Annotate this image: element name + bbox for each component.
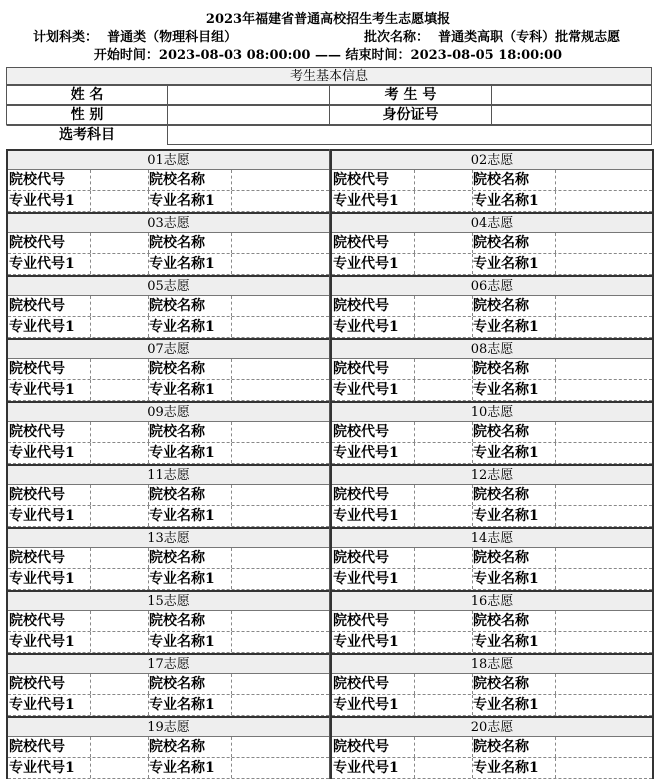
choice-block bbox=[6, 212, 330, 275]
choice-pair bbox=[6, 590, 654, 653]
major-code-label: 专业代号1 bbox=[9, 382, 75, 398]
student-info-table bbox=[6, 67, 652, 145]
major-name-label: 专业名称1 bbox=[149, 634, 215, 650]
major-row bbox=[8, 695, 329, 716]
school-name-label: 院校名称 bbox=[473, 739, 529, 755]
choice-pair bbox=[6, 527, 654, 590]
form-header bbox=[0, 0, 656, 66]
school-code-field[interactable] bbox=[414, 359, 415, 379]
school-name-label: 院校名称 bbox=[149, 361, 205, 377]
choice-title: 03志愿 bbox=[8, 212, 329, 233]
choice-block bbox=[330, 338, 654, 401]
school-code-label: 院校代号 bbox=[333, 613, 389, 629]
choice-title: 19志愿 bbox=[8, 716, 329, 737]
major-row bbox=[8, 443, 329, 464]
school-name-label: 院校名称 bbox=[473, 676, 529, 692]
choice-block bbox=[330, 590, 654, 653]
major-code-label: 专业代号1 bbox=[9, 445, 75, 461]
major-code-field[interactable] bbox=[90, 506, 91, 526]
batch-value: 普通类高职（专科）批常规志愿 bbox=[438, 30, 621, 45]
school-row bbox=[8, 359, 329, 380]
major-code-label: 专业代号1 bbox=[333, 634, 399, 650]
major-code-field[interactable] bbox=[414, 443, 415, 463]
school-name-field[interactable] bbox=[231, 233, 232, 253]
plan-info bbox=[33, 30, 237, 46]
major-name-label: 专业名称1 bbox=[473, 571, 539, 587]
major-name-label: 专业名称1 bbox=[473, 256, 539, 272]
school-row bbox=[332, 674, 652, 695]
school-name-field[interactable] bbox=[231, 170, 232, 190]
choice-block bbox=[6, 401, 330, 464]
school-code-field[interactable] bbox=[90, 674, 91, 694]
major-name-label: 专业名称1 bbox=[149, 319, 215, 335]
choice-title: 17志愿 bbox=[8, 653, 329, 674]
school-row bbox=[332, 422, 652, 443]
school-name-label: 院校名称 bbox=[149, 424, 205, 440]
school-name-label: 院校名称 bbox=[149, 739, 205, 755]
major-name-field[interactable] bbox=[555, 254, 556, 274]
school-row bbox=[332, 296, 652, 317]
school-code-field[interactable] bbox=[414, 611, 415, 631]
major-name-label: 专业名称1 bbox=[473, 382, 539, 398]
choice-block bbox=[330, 653, 654, 716]
school-row bbox=[332, 359, 652, 380]
school-code-field[interactable] bbox=[90, 233, 91, 253]
major-name-field[interactable] bbox=[231, 758, 232, 778]
school-code-field[interactable] bbox=[90, 359, 91, 379]
school-name-field[interactable] bbox=[555, 422, 556, 442]
major-name-label: 专业名称1 bbox=[149, 697, 215, 713]
major-row bbox=[332, 506, 652, 527]
school-code-label: 院校代号 bbox=[9, 550, 65, 566]
school-row bbox=[8, 548, 329, 569]
school-code-label: 院校代号 bbox=[9, 361, 65, 377]
school-name-label: 院校名称 bbox=[149, 235, 205, 251]
choice-title: 08志愿 bbox=[332, 338, 652, 359]
major-row bbox=[332, 191, 652, 212]
school-code-field[interactable] bbox=[414, 170, 415, 190]
choice-grid bbox=[6, 149, 654, 779]
major-name-label: 专业名称1 bbox=[149, 508, 215, 524]
start-label: 开始时间： bbox=[93, 48, 159, 63]
school-row bbox=[8, 233, 329, 254]
major-name-field[interactable] bbox=[555, 569, 556, 589]
major-name-field[interactable] bbox=[231, 695, 232, 715]
major-code-field[interactable] bbox=[90, 632, 91, 652]
batch-label: 批次名称： bbox=[364, 30, 430, 45]
major-row bbox=[332, 569, 652, 590]
school-code-label: 院校代号 bbox=[333, 487, 389, 503]
school-row bbox=[332, 170, 652, 191]
gender-field[interactable] bbox=[167, 105, 330, 125]
school-code-label: 院校代号 bbox=[9, 676, 65, 692]
choice-block bbox=[6, 590, 330, 653]
major-name-label: 专业名称1 bbox=[473, 319, 539, 335]
gender-label: 性 别 bbox=[6, 105, 168, 125]
school-code-label: 院校代号 bbox=[9, 424, 65, 440]
student-info-title: 考生基本信息 bbox=[6, 67, 652, 85]
school-code-label: 院校代号 bbox=[9, 172, 65, 188]
school-name-label: 院校名称 bbox=[149, 172, 205, 188]
school-name-field[interactable] bbox=[231, 611, 232, 631]
plan-label: 计划科类： bbox=[33, 30, 99, 45]
choice-title: 13志愿 bbox=[8, 527, 329, 548]
end-label: 结束时间： bbox=[345, 48, 411, 63]
major-row bbox=[332, 758, 652, 779]
major-name-field[interactable] bbox=[231, 569, 232, 589]
choice-block bbox=[330, 464, 654, 527]
school-name-field[interactable] bbox=[555, 674, 556, 694]
exam-no-field[interactable] bbox=[491, 85, 652, 105]
major-row bbox=[8, 317, 329, 338]
major-code-field[interactable] bbox=[90, 254, 91, 274]
form-title: 2023年福建省普通高校招生考生志愿填报 bbox=[205, 12, 451, 27]
school-code-field[interactable] bbox=[90, 737, 91, 757]
major-code-field[interactable] bbox=[414, 191, 415, 211]
major-name-field[interactable] bbox=[231, 506, 232, 526]
major-name-label: 专业名称1 bbox=[149, 382, 215, 398]
choice-title: 09志愿 bbox=[8, 401, 329, 422]
choice-title: 06志愿 bbox=[332, 275, 652, 296]
choice-block bbox=[330, 275, 654, 338]
choice-title: 01志愿 bbox=[8, 149, 329, 170]
major-name-field[interactable] bbox=[555, 443, 556, 463]
major-name-field[interactable] bbox=[231, 191, 232, 211]
choice-title: 14志愿 bbox=[332, 527, 652, 548]
school-row bbox=[8, 737, 329, 758]
school-code-field[interactable] bbox=[90, 296, 91, 316]
end-value: 2023-08-05 18:00:00 bbox=[410, 48, 563, 63]
choice-block bbox=[330, 527, 654, 590]
major-row bbox=[8, 506, 329, 527]
major-code-field[interactable] bbox=[90, 191, 91, 211]
school-name-label: 院校名称 bbox=[473, 298, 529, 314]
school-name-label: 院校名称 bbox=[149, 613, 205, 629]
school-name-label: 院校名称 bbox=[473, 487, 529, 503]
school-name-label: 院校名称 bbox=[473, 550, 529, 566]
major-code-field[interactable] bbox=[414, 632, 415, 652]
batch-info bbox=[364, 30, 620, 46]
major-row bbox=[332, 443, 652, 464]
major-name-label: 专业名称1 bbox=[473, 193, 539, 209]
major-code-field[interactable] bbox=[90, 758, 91, 778]
major-code-field[interactable] bbox=[90, 317, 91, 337]
school-name-field[interactable] bbox=[231, 737, 232, 757]
school-name-label: 院校名称 bbox=[473, 613, 529, 629]
major-code-label: 专业代号1 bbox=[9, 193, 75, 209]
school-code-label: 院校代号 bbox=[333, 361, 389, 377]
school-code-label: 院校代号 bbox=[333, 172, 389, 188]
name-field[interactable] bbox=[167, 85, 330, 105]
choice-block bbox=[6, 149, 330, 212]
major-code-field[interactable] bbox=[414, 695, 415, 715]
major-name-field[interactable] bbox=[231, 254, 232, 274]
time-line bbox=[0, 48, 656, 64]
major-name-field[interactable] bbox=[231, 380, 232, 400]
school-code-field[interactable] bbox=[414, 296, 415, 316]
school-name-field[interactable] bbox=[555, 170, 556, 190]
choice-pair bbox=[6, 212, 654, 275]
major-code-label: 专业代号1 bbox=[333, 760, 399, 776]
choice-pair bbox=[6, 653, 654, 716]
major-code-label: 专业代号1 bbox=[9, 508, 75, 524]
school-row bbox=[332, 548, 652, 569]
school-row bbox=[8, 170, 329, 191]
school-name-label: 院校名称 bbox=[149, 550, 205, 566]
major-code-label: 专业代号1 bbox=[333, 382, 399, 398]
major-code-field[interactable] bbox=[414, 569, 415, 589]
choice-block bbox=[6, 464, 330, 527]
major-name-label: 专业名称1 bbox=[149, 571, 215, 587]
school-name-label: 院校名称 bbox=[473, 424, 529, 440]
plan-value: 普通类（物理科目组） bbox=[107, 30, 238, 45]
school-code-label: 院校代号 bbox=[333, 298, 389, 314]
school-code-field[interactable] bbox=[90, 170, 91, 190]
major-name-label: 专业名称1 bbox=[149, 256, 215, 272]
choice-block bbox=[330, 149, 654, 212]
school-name-label: 院校名称 bbox=[473, 361, 529, 377]
school-code-label: 院校代号 bbox=[9, 613, 65, 629]
choice-title: 12志愿 bbox=[332, 464, 652, 485]
major-row bbox=[8, 569, 329, 590]
choice-pair bbox=[6, 401, 654, 464]
major-row bbox=[332, 695, 652, 716]
major-code-label: 专业代号1 bbox=[333, 445, 399, 461]
school-code-field[interactable] bbox=[414, 422, 415, 442]
major-code-field[interactable] bbox=[90, 569, 91, 589]
major-row bbox=[332, 632, 652, 653]
school-code-field[interactable] bbox=[414, 485, 415, 505]
school-name-field[interactable] bbox=[231, 296, 232, 316]
choice-title: 16志愿 bbox=[332, 590, 652, 611]
major-name-label: 专业名称1 bbox=[149, 193, 215, 209]
plan-batch-line bbox=[0, 30, 656, 46]
school-code-label: 院校代号 bbox=[9, 298, 65, 314]
major-code-label: 专业代号1 bbox=[9, 256, 75, 272]
choice-title: 04志愿 bbox=[332, 212, 652, 233]
school-code-field[interactable] bbox=[90, 548, 91, 568]
major-code-label: 专业代号1 bbox=[9, 760, 75, 776]
choice-pair bbox=[6, 338, 654, 401]
school-code-label: 院校代号 bbox=[333, 550, 389, 566]
name-label: 姓 名 bbox=[6, 85, 168, 105]
school-code-label: 院校代号 bbox=[9, 235, 65, 251]
major-row bbox=[332, 254, 652, 275]
school-name-field[interactable] bbox=[231, 485, 232, 505]
major-row bbox=[332, 317, 652, 338]
school-code-label: 院校代号 bbox=[333, 235, 389, 251]
major-row bbox=[8, 380, 329, 401]
major-name-field[interactable] bbox=[555, 380, 556, 400]
school-name-field[interactable] bbox=[231, 422, 232, 442]
school-name-label: 院校名称 bbox=[473, 172, 529, 188]
major-code-label: 专业代号1 bbox=[9, 634, 75, 650]
major-code-field[interactable] bbox=[90, 443, 91, 463]
choice-title: 10志愿 bbox=[332, 401, 652, 422]
major-name-field[interactable] bbox=[231, 317, 232, 337]
major-name-label: 专业名称1 bbox=[473, 445, 539, 461]
major-row bbox=[8, 758, 329, 779]
choice-pair bbox=[6, 149, 654, 212]
major-name-field[interactable] bbox=[555, 191, 556, 211]
school-code-label: 院校代号 bbox=[333, 676, 389, 692]
major-code-field[interactable] bbox=[414, 758, 415, 778]
school-name-field[interactable] bbox=[555, 296, 556, 316]
major-name-field[interactable] bbox=[555, 758, 556, 778]
major-code-field[interactable] bbox=[414, 380, 415, 400]
major-code-label: 专业代号1 bbox=[9, 571, 75, 587]
school-name-label: 院校名称 bbox=[149, 298, 205, 314]
major-row bbox=[8, 191, 329, 212]
school-name-field[interactable] bbox=[555, 233, 556, 253]
school-code-field[interactable] bbox=[90, 611, 91, 631]
school-code-field[interactable] bbox=[414, 548, 415, 568]
school-code-label: 院校代号 bbox=[333, 739, 389, 755]
major-name-field[interactable] bbox=[555, 506, 556, 526]
school-code-label: 院校代号 bbox=[9, 487, 65, 503]
school-name-field[interactable] bbox=[555, 611, 556, 631]
time-dash: —— bbox=[315, 48, 341, 63]
choice-block bbox=[330, 212, 654, 275]
exam-no-label: 考 生 号 bbox=[329, 85, 492, 105]
school-name-field[interactable] bbox=[555, 737, 556, 757]
major-name-label: 专业名称1 bbox=[473, 760, 539, 776]
school-row bbox=[332, 737, 652, 758]
start-value: 2023-08-03 08:00:00 bbox=[158, 48, 311, 63]
school-name-field[interactable] bbox=[555, 359, 556, 379]
school-code-label: 院校代号 bbox=[9, 739, 65, 755]
choice-title: 02志愿 bbox=[332, 149, 652, 170]
choice-block bbox=[6, 527, 330, 590]
school-name-label: 院校名称 bbox=[473, 235, 529, 251]
choice-title: 11志愿 bbox=[8, 464, 329, 485]
school-row bbox=[8, 674, 329, 695]
major-name-field[interactable] bbox=[555, 317, 556, 337]
choice-block bbox=[330, 716, 654, 779]
major-code-label: 专业代号1 bbox=[333, 256, 399, 272]
school-code-field[interactable] bbox=[90, 485, 91, 505]
school-name-field[interactable] bbox=[555, 485, 556, 505]
info-row-subjects bbox=[6, 125, 652, 145]
choice-title: 18志愿 bbox=[332, 653, 652, 674]
major-name-label: 专业名称1 bbox=[473, 508, 539, 524]
major-code-field[interactable] bbox=[414, 506, 415, 526]
school-code-label: 院校代号 bbox=[333, 424, 389, 440]
choice-block bbox=[6, 716, 330, 779]
major-code-label: 专业代号1 bbox=[9, 697, 75, 713]
major-code-label: 专业代号1 bbox=[9, 319, 75, 335]
major-row bbox=[332, 380, 652, 401]
major-code-label: 专业代号1 bbox=[333, 508, 399, 524]
choice-pair bbox=[6, 275, 654, 338]
major-name-label: 专业名称1 bbox=[149, 760, 215, 776]
school-name-field[interactable] bbox=[555, 548, 556, 568]
choice-block bbox=[330, 401, 654, 464]
school-name-label: 院校名称 bbox=[149, 487, 205, 503]
school-row bbox=[8, 296, 329, 317]
school-code-field[interactable] bbox=[414, 674, 415, 694]
school-code-field[interactable] bbox=[90, 422, 91, 442]
major-name-label: 专业名称1 bbox=[473, 634, 539, 650]
choice-pair bbox=[6, 716, 654, 779]
school-row bbox=[8, 422, 329, 443]
major-name-label: 专业名称1 bbox=[149, 445, 215, 461]
id-field[interactable] bbox=[491, 105, 652, 125]
major-row bbox=[8, 254, 329, 275]
choice-block bbox=[6, 653, 330, 716]
school-row bbox=[8, 485, 329, 506]
major-code-label: 专业代号1 bbox=[333, 571, 399, 587]
choice-block bbox=[6, 275, 330, 338]
subjects-label: 选考科目 bbox=[6, 125, 168, 145]
major-code-field[interactable] bbox=[90, 695, 91, 715]
subjects-field[interactable] bbox=[167, 125, 652, 145]
choice-title: 05志愿 bbox=[8, 275, 329, 296]
major-code-field[interactable] bbox=[90, 380, 91, 400]
choice-title: 20志愿 bbox=[332, 716, 652, 737]
major-name-field[interactable] bbox=[231, 443, 232, 463]
choice-title: 07志愿 bbox=[8, 338, 329, 359]
major-name-field[interactable] bbox=[231, 632, 232, 652]
major-code-field[interactable] bbox=[414, 254, 415, 274]
school-name-field[interactable] bbox=[231, 359, 232, 379]
school-name-label: 院校名称 bbox=[149, 676, 205, 692]
major-name-label: 专业名称1 bbox=[473, 697, 539, 713]
school-code-field[interactable] bbox=[414, 233, 415, 253]
info-row-gender bbox=[6, 105, 652, 125]
major-name-field[interactable] bbox=[555, 695, 556, 715]
major-row bbox=[8, 632, 329, 653]
school-row bbox=[8, 611, 329, 632]
school-name-field[interactable] bbox=[231, 674, 232, 694]
school-row bbox=[332, 611, 652, 632]
school-name-field[interactable] bbox=[231, 548, 232, 568]
major-code-label: 专业代号1 bbox=[333, 697, 399, 713]
major-code-label: 专业代号1 bbox=[333, 193, 399, 209]
school-row bbox=[332, 485, 652, 506]
id-label: 身份证号 bbox=[329, 105, 492, 125]
major-name-field[interactable] bbox=[555, 632, 556, 652]
major-code-field[interactable] bbox=[414, 317, 415, 337]
choice-block bbox=[6, 338, 330, 401]
school-row bbox=[332, 233, 652, 254]
major-code-label: 专业代号1 bbox=[333, 319, 399, 335]
choice-title: 15志愿 bbox=[8, 590, 329, 611]
choice-pair bbox=[6, 464, 654, 527]
info-row-name bbox=[6, 85, 652, 105]
school-code-field[interactable] bbox=[414, 737, 415, 757]
